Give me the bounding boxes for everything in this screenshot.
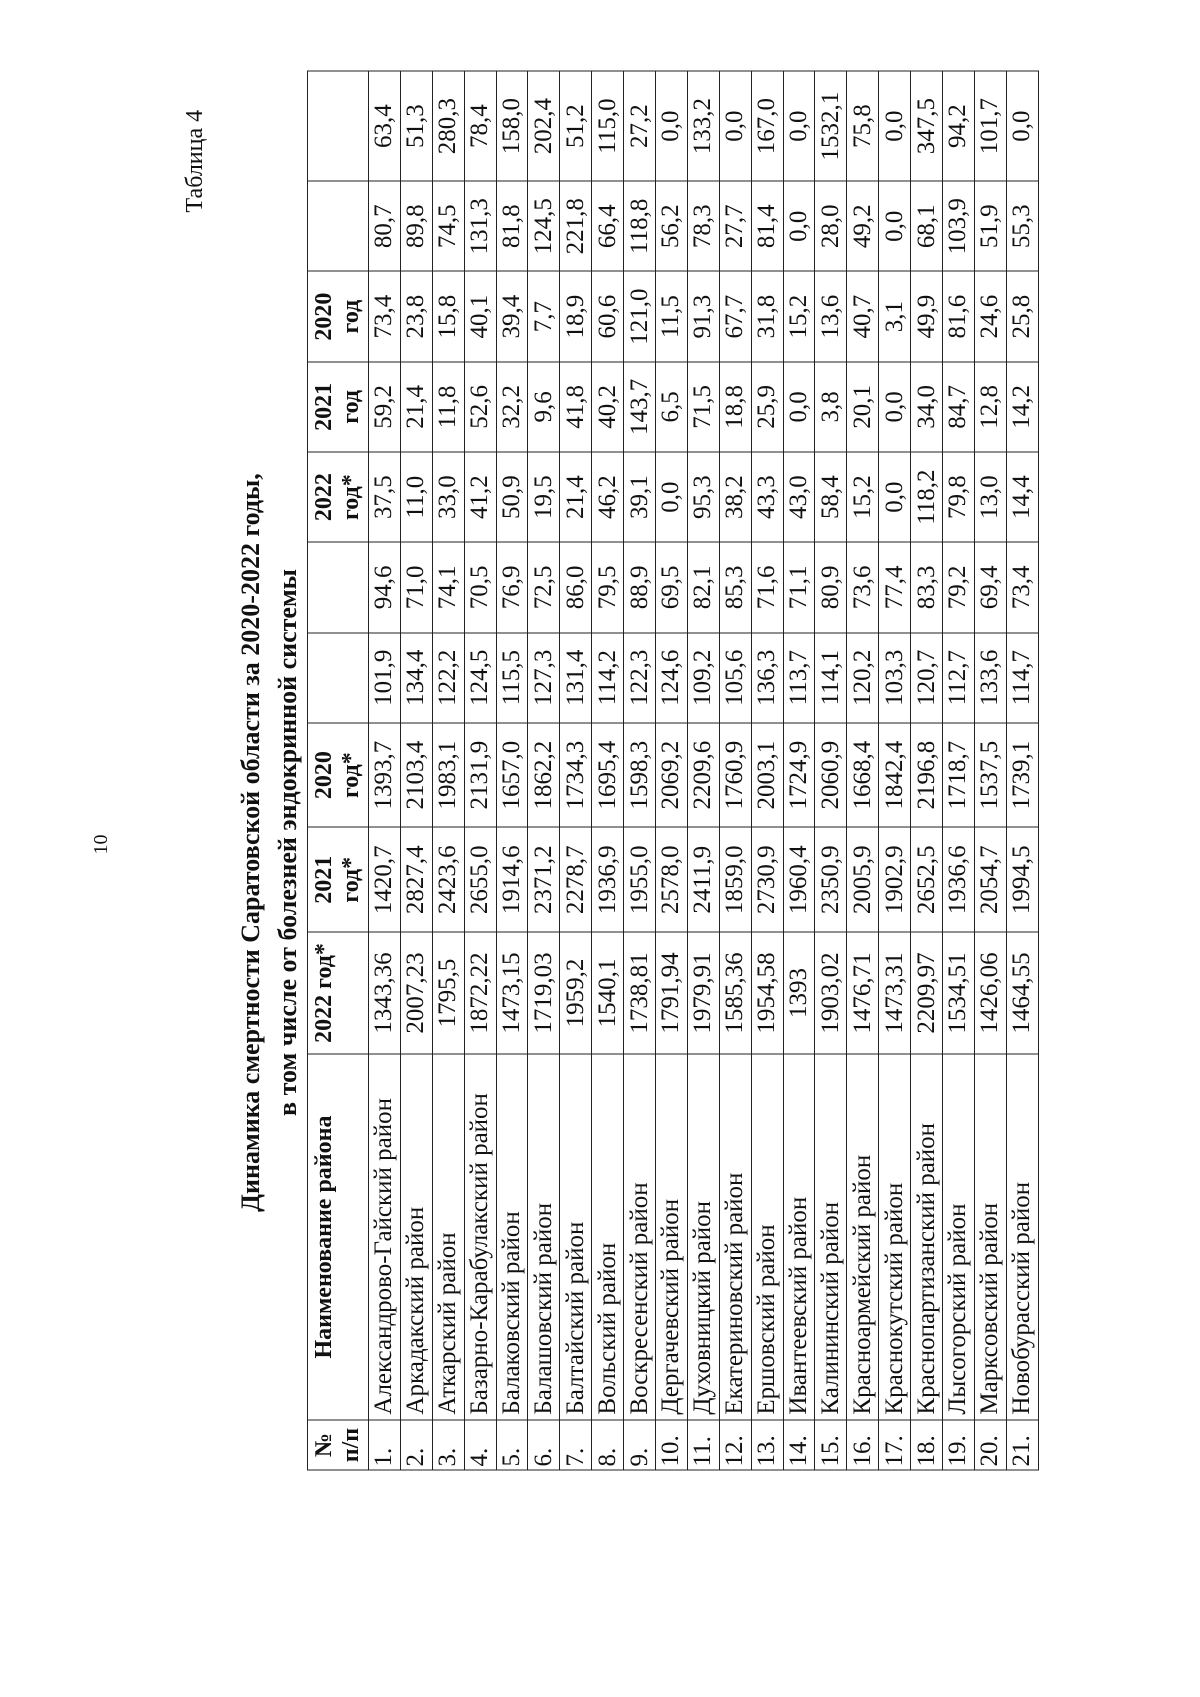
value-cell-col-7: 34,0 xyxy=(911,361,943,451)
value-cell-col-6: 79,8 xyxy=(943,451,975,541)
row-number: 5. xyxy=(496,1420,528,1470)
value-cell-col-2: 1902,9 xyxy=(879,827,911,932)
value-cell-col-3: 1393,7 xyxy=(369,722,401,827)
value-cell-col-6: 15,2 xyxy=(847,451,879,541)
row-number: 7. xyxy=(560,1420,592,1470)
value-cell-col-9: 74,5 xyxy=(432,181,464,271)
value-cell-col-3: 1657,0 xyxy=(496,722,528,827)
value-cell-col-3: 1760,9 xyxy=(719,722,751,827)
value-cell-col-8: 3,1 xyxy=(879,271,911,361)
district-name: Аркадакский район xyxy=(400,1053,432,1419)
value-cell-col-4: 103,3 xyxy=(879,632,911,722)
value-cell-col-7: 0,0 xyxy=(879,361,911,451)
value-cell-col-4: 124,5 xyxy=(464,632,496,722)
row-number: 17. xyxy=(879,1420,911,1470)
table-row xyxy=(464,71,496,1470)
value-cell-col-8: 40,7 xyxy=(847,271,879,361)
value-cell-col-9: 66,4 xyxy=(592,181,624,271)
table-row xyxy=(847,71,879,1470)
row-number: 13. xyxy=(751,1420,783,1470)
value-cell-col-7: 18,8 xyxy=(719,361,751,451)
value-cell-col-5: 77,4 xyxy=(879,542,911,632)
value-cell-col-6: 37,5 xyxy=(369,451,401,541)
value-cell-col-6: 41,2 xyxy=(464,451,496,541)
value-cell-col-3: 1718,7 xyxy=(943,722,975,827)
value-cell-col-8: 39,4 xyxy=(496,271,528,361)
value-cell-col-10: 78,4 xyxy=(464,71,496,181)
value-cell-col-10: 51,2 xyxy=(560,71,592,181)
header-col-5 xyxy=(308,542,369,632)
value-cell-col-9: 78,3 xyxy=(687,181,719,271)
header-col-8: 2020 год xyxy=(308,271,369,361)
header-col-1: 2022 год* xyxy=(308,932,369,1054)
value-cell-col-7: 84,7 xyxy=(943,361,975,451)
value-cell-col-6: 50,9 xyxy=(496,451,528,541)
row-number: 16. xyxy=(847,1420,879,1470)
district-name: Ершовский район xyxy=(751,1053,783,1419)
value-cell-col-10: 0,0 xyxy=(1006,71,1038,181)
value-cell-col-3: 1668,4 xyxy=(847,722,879,827)
value-cell-col-9: 49,2 xyxy=(847,181,879,271)
value-cell-col-7: 3,8 xyxy=(815,361,847,451)
header-no: № п/п xyxy=(308,1420,369,1470)
table-row xyxy=(528,71,560,1470)
value-cell-col-4: 133,6 xyxy=(974,632,1006,722)
value-cell-col-3: 2060,9 xyxy=(815,722,847,827)
header-col-10 xyxy=(308,71,369,181)
value-cell-col-9: 0,0 xyxy=(879,181,911,271)
value-cell-col-4: 112,7 xyxy=(943,632,975,722)
value-cell-col-4: 113,7 xyxy=(783,632,815,722)
table-row xyxy=(624,71,656,1470)
value-cell-col-1: 1534,51 xyxy=(943,932,975,1054)
row-number: 2. xyxy=(400,1420,432,1470)
value-cell-col-10: 101,7 xyxy=(974,71,1006,181)
table-body xyxy=(369,71,1039,1470)
value-cell-col-9: 103,9 xyxy=(943,181,975,271)
value-cell-col-5: 71,6 xyxy=(751,542,783,632)
value-cell-col-9: 89,8 xyxy=(400,181,432,271)
value-cell-col-6: 38,2 xyxy=(719,451,751,541)
value-cell-col-8: 15,2 xyxy=(783,271,815,361)
value-cell-col-4: 120,2 xyxy=(847,632,879,722)
value-cell-col-6: 43,3 xyxy=(751,451,783,541)
district-name: Балаковский район xyxy=(496,1053,528,1419)
value-cell-col-7: 32,2 xyxy=(496,361,528,451)
value-cell-col-2: 1420,7 xyxy=(369,827,401,932)
value-cell-col-4: 120,7 xyxy=(911,632,943,722)
value-cell-col-6: 43,0 xyxy=(783,451,815,541)
value-cell-col-8: 67,7 xyxy=(719,271,751,361)
value-cell-col-8: 7,7 xyxy=(528,271,560,361)
row-number: 20. xyxy=(974,1420,1006,1470)
value-cell-col-10: 0,0 xyxy=(879,71,911,181)
district-name: Александрово-Гайский район xyxy=(369,1053,401,1419)
value-cell-col-9: 28,0 xyxy=(815,181,847,271)
value-cell-col-4: 136,3 xyxy=(751,632,783,722)
district-name: Духовницкий район xyxy=(687,1053,719,1419)
row-number: 8. xyxy=(592,1420,624,1470)
value-cell-col-2: 2655,0 xyxy=(464,827,496,932)
district-name: Лысогорский район xyxy=(943,1053,975,1419)
table-row xyxy=(432,71,464,1470)
value-cell-col-1: 1585,36 xyxy=(719,932,751,1054)
district-name: Аткарский район xyxy=(432,1053,464,1419)
table-row xyxy=(751,71,783,1470)
value-cell-col-5: 79,2 xyxy=(943,542,975,632)
value-cell-col-8: 40,1 xyxy=(464,271,496,361)
value-cell-col-3: 1983,1 xyxy=(432,722,464,827)
value-cell-col-4: 105,6 xyxy=(719,632,751,722)
value-cell-col-2: 2411,9 xyxy=(687,827,719,932)
value-cell-col-7: 11,8 xyxy=(432,361,464,451)
title-line-2: в том числе от болезней эндокринной системы xyxy=(273,568,302,1116)
value-cell-col-10: 63,4 xyxy=(369,71,401,181)
value-cell-col-6: 0,0 xyxy=(656,451,688,541)
mortality-table xyxy=(307,70,1039,1470)
table-row xyxy=(974,71,1006,1470)
value-cell-col-9: 81,4 xyxy=(751,181,783,271)
value-cell-col-5: 82,1 xyxy=(687,542,719,632)
row-number: 3. xyxy=(432,1420,464,1470)
value-cell-col-7: 71,5 xyxy=(687,361,719,451)
value-cell-col-6: 95,3 xyxy=(687,451,719,541)
value-cell-col-2: 1914,6 xyxy=(496,827,528,932)
value-cell-col-9: 131,3 xyxy=(464,181,496,271)
row-number: 21. xyxy=(1006,1420,1038,1470)
title-line-1: Динамика смертности Саратовской области за 2020-2022 годы, xyxy=(236,472,265,1212)
value-cell-col-6: 19,5 xyxy=(528,451,560,541)
district-name: Балтайский район xyxy=(560,1053,592,1419)
value-cell-col-4: 114,2 xyxy=(592,632,624,722)
value-cell-col-7: 6,5 xyxy=(656,361,688,451)
value-cell-col-4: 131,4 xyxy=(560,632,592,722)
value-cell-col-5: 74,1 xyxy=(432,542,464,632)
value-cell-col-5: 80,9 xyxy=(815,542,847,632)
value-cell-col-10: 51,3 xyxy=(400,71,432,181)
row-number: 12. xyxy=(719,1420,751,1470)
district-name: Марксовский район xyxy=(974,1053,1006,1419)
value-cell-col-4: 122,2 xyxy=(432,632,464,722)
value-cell-col-8: 49,9 xyxy=(911,271,943,361)
value-cell-col-10: 115,0 xyxy=(592,71,624,181)
row-number: 18. xyxy=(911,1420,943,1470)
header-col-7: 2021 год xyxy=(308,361,369,451)
value-cell-col-1: 1719,03 xyxy=(528,932,560,1054)
page-number: 10 xyxy=(90,834,112,854)
value-cell-col-6: 39,1 xyxy=(624,451,656,541)
table-row xyxy=(656,71,688,1470)
value-cell-col-3: 2103,4 xyxy=(400,722,432,827)
value-cell-col-5: 88,9 xyxy=(624,542,656,632)
value-cell-col-9: 68,1 xyxy=(911,181,943,271)
value-cell-col-7: 14,2 xyxy=(1006,361,1038,451)
table-row xyxy=(400,71,432,1470)
value-cell-col-4: 122,3 xyxy=(624,632,656,722)
value-cell-col-9: 221,8 xyxy=(560,181,592,271)
district-name: Краснокутский район xyxy=(879,1053,911,1419)
value-cell-col-2: 2730,9 xyxy=(751,827,783,932)
value-cell-col-10: 167,0 xyxy=(751,71,783,181)
value-cell-col-1: 1738,81 xyxy=(624,932,656,1054)
value-cell-col-5: 70,5 xyxy=(464,542,496,632)
value-cell-col-1: 1540,1 xyxy=(592,932,624,1054)
value-cell-col-8: 31,8 xyxy=(751,271,783,361)
value-cell-col-2: 1955,0 xyxy=(624,827,656,932)
value-cell-col-1: 1343,36 xyxy=(369,932,401,1054)
row-number: 9. xyxy=(624,1420,656,1470)
value-cell-col-8: 91,3 xyxy=(687,271,719,361)
value-cell-col-6: 21,4 xyxy=(560,451,592,541)
table-row xyxy=(911,71,943,1470)
value-cell-col-7: 12,8 xyxy=(974,361,1006,451)
value-cell-col-6: 13,0 xyxy=(974,451,1006,541)
value-cell-col-10: 94,2 xyxy=(943,71,975,181)
table-row xyxy=(592,71,624,1470)
table-row xyxy=(560,71,592,1470)
header-col-3: 2020 год* xyxy=(308,722,369,827)
value-cell-col-3: 2069,2 xyxy=(656,722,688,827)
value-cell-col-10: 75,8 xyxy=(847,71,879,181)
district-name: Дергачевский район xyxy=(656,1053,688,1419)
row-number: 15. xyxy=(815,1420,847,1470)
value-cell-col-2: 1936,9 xyxy=(592,827,624,932)
value-cell-col-3: 1724,9 xyxy=(783,722,815,827)
row-number: 10. xyxy=(656,1420,688,1470)
value-cell-col-9: 56,2 xyxy=(656,181,688,271)
value-cell-col-6: 0,0 xyxy=(879,451,911,541)
header-district-name: Наименование района xyxy=(308,1053,369,1419)
value-cell-col-9: 80,7 xyxy=(369,181,401,271)
value-cell-col-5: 72,5 xyxy=(528,542,560,632)
value-cell-col-2: 1859,0 xyxy=(719,827,751,932)
value-cell-col-9: 0,0 xyxy=(783,181,815,271)
value-cell-col-8: 121,0 xyxy=(624,271,656,361)
value-cell-col-5: 71,1 xyxy=(783,542,815,632)
value-cell-col-5: 71,0 xyxy=(400,542,432,632)
value-cell-col-5: 79,5 xyxy=(592,542,624,632)
value-cell-col-3: 1862,2 xyxy=(528,722,560,827)
value-cell-col-7: 52,6 xyxy=(464,361,496,451)
table-row xyxy=(783,71,815,1470)
value-cell-col-1: 1872,22 xyxy=(464,932,496,1054)
table-row xyxy=(943,71,975,1470)
value-cell-col-7: 25,9 xyxy=(751,361,783,451)
table-label: Таблица 4 xyxy=(182,109,208,212)
table-row xyxy=(369,71,401,1470)
district-name: Базарно-Карабулакский район xyxy=(464,1053,496,1419)
value-cell-col-9: 55,3 xyxy=(1006,181,1038,271)
value-cell-col-6: 118,2 xyxy=(911,451,943,541)
table-row xyxy=(687,71,719,1470)
value-cell-col-7: 0,0 xyxy=(783,361,815,451)
value-cell-col-2: 2054,7 xyxy=(974,827,1006,932)
value-cell-col-10: 0,0 xyxy=(783,71,815,181)
value-cell-col-5: 69,4 xyxy=(974,542,1006,632)
value-cell-col-3: 2196,8 xyxy=(911,722,943,827)
value-cell-col-7: 21,4 xyxy=(400,361,432,451)
value-cell-col-3: 2131,9 xyxy=(464,722,496,827)
district-name: Вольский район xyxy=(592,1053,624,1419)
value-cell-col-1: 1393 xyxy=(783,932,815,1054)
value-cell-col-10: 347,5 xyxy=(911,71,943,181)
value-cell-col-10: 133,2 xyxy=(687,71,719,181)
value-cell-col-8: 18,9 xyxy=(560,271,592,361)
value-cell-col-1: 1476,71 xyxy=(847,932,879,1054)
value-cell-col-2: 2350,9 xyxy=(815,827,847,932)
value-cell-col-5: 86,0 xyxy=(560,542,592,632)
value-cell-col-1: 1464,55 xyxy=(1006,932,1038,1054)
value-cell-col-8: 81,6 xyxy=(943,271,975,361)
value-cell-col-4: 134,4 xyxy=(400,632,432,722)
value-cell-col-8: 73,4 xyxy=(369,271,401,361)
value-cell-col-4: 114,7 xyxy=(1006,632,1038,722)
value-cell-col-3: 2003,1 xyxy=(751,722,783,827)
value-cell-col-1: 1473,15 xyxy=(496,932,528,1054)
value-cell-col-4: 109,2 xyxy=(687,632,719,722)
value-cell-col-9: 118,8 xyxy=(624,181,656,271)
value-cell-col-6: 46,2 xyxy=(592,451,624,541)
value-cell-col-9: 124,5 xyxy=(528,181,560,271)
table-header-row xyxy=(308,71,369,1470)
value-cell-col-10: 202,4 xyxy=(528,71,560,181)
value-cell-col-1: 1426,06 xyxy=(974,932,1006,1054)
district-name: Ивантеевский район xyxy=(783,1053,815,1419)
value-cell-col-7: 41,8 xyxy=(560,361,592,451)
value-cell-col-2: 2371,2 xyxy=(528,827,560,932)
value-cell-col-7: 20,1 xyxy=(847,361,879,451)
row-number: 19. xyxy=(943,1420,975,1470)
value-cell-col-4: 124,6 xyxy=(656,632,688,722)
value-cell-col-2: 2827,4 xyxy=(400,827,432,932)
value-cell-col-9: 51,9 xyxy=(974,181,1006,271)
value-cell-col-1: 2007,23 xyxy=(400,932,432,1054)
district-name: Калининский район xyxy=(815,1053,847,1419)
district-name: Краснопартизанский район xyxy=(911,1053,943,1419)
document-title xyxy=(232,192,306,1492)
value-cell-col-10: 27,2 xyxy=(624,71,656,181)
value-cell-col-2: 2652,5 xyxy=(911,827,943,932)
value-cell-col-5: 73,4 xyxy=(1006,542,1038,632)
district-name: Екатериновский район xyxy=(719,1053,751,1419)
value-cell-col-8: 23,8 xyxy=(400,271,432,361)
value-cell-col-8: 13,6 xyxy=(815,271,847,361)
value-cell-col-3: 1598,3 xyxy=(624,722,656,827)
value-cell-col-9: 81,8 xyxy=(496,181,528,271)
value-cell-col-2: 1960,4 xyxy=(783,827,815,932)
value-cell-col-1: 2209,97 xyxy=(911,932,943,1054)
value-cell-col-10: 0,0 xyxy=(719,71,751,181)
value-cell-col-9: 27,7 xyxy=(719,181,751,271)
value-cell-col-2: 2005,9 xyxy=(847,827,879,932)
district-name: Новобурасский район xyxy=(1006,1053,1038,1419)
row-number: 6. xyxy=(528,1420,560,1470)
row-number: 4. xyxy=(464,1420,496,1470)
header-col-2: 2021 год* xyxy=(308,827,369,932)
table-row xyxy=(1006,71,1038,1470)
value-cell-col-10: 280,3 xyxy=(432,71,464,181)
value-cell-col-2: 2278,7 xyxy=(560,827,592,932)
header-col-4 xyxy=(308,632,369,722)
value-cell-col-3: 1842,4 xyxy=(879,722,911,827)
district-name: Воскресенский район xyxy=(624,1053,656,1419)
row-number: 14. xyxy=(783,1420,815,1470)
value-cell-col-3: 2209,6 xyxy=(687,722,719,827)
value-cell-col-8: 60,6 xyxy=(592,271,624,361)
value-cell-col-4: 127,3 xyxy=(528,632,560,722)
value-cell-col-7: 59,2 xyxy=(369,361,401,451)
value-cell-col-7: 143,7 xyxy=(624,361,656,451)
value-cell-col-4: 115,5 xyxy=(496,632,528,722)
value-cell-col-10: 1532,1 xyxy=(815,71,847,181)
value-cell-col-5: 73,6 xyxy=(847,542,879,632)
table-row xyxy=(496,71,528,1470)
district-name: Красноармейский район xyxy=(847,1053,879,1419)
value-cell-col-6: 11,0 xyxy=(400,451,432,541)
value-cell-col-10: 0,0 xyxy=(656,71,688,181)
value-cell-col-2: 2423,6 xyxy=(432,827,464,932)
value-cell-col-5: 69,5 xyxy=(656,542,688,632)
table-row xyxy=(815,71,847,1470)
value-cell-col-4: 101,9 xyxy=(369,632,401,722)
value-cell-col-6: 33,0 xyxy=(432,451,464,541)
value-cell-col-1: 1959,2 xyxy=(560,932,592,1054)
value-cell-col-8: 15,8 xyxy=(432,271,464,361)
district-name: Балашовский район xyxy=(528,1053,560,1419)
value-cell-col-6: 58,4 xyxy=(815,451,847,541)
header-col-6: 2022 год* xyxy=(308,451,369,541)
value-cell-col-1: 1473,31 xyxy=(879,932,911,1054)
value-cell-col-1: 1903,02 xyxy=(815,932,847,1054)
value-cell-col-8: 25,8 xyxy=(1006,271,1038,361)
value-cell-col-3: 1734,3 xyxy=(560,722,592,827)
value-cell-col-2: 1936,6 xyxy=(943,827,975,932)
value-cell-col-1: 1795,5 xyxy=(432,932,464,1054)
value-cell-col-5: 83,3 xyxy=(911,542,943,632)
value-cell-col-1: 1954,58 xyxy=(751,932,783,1054)
row-number: 11. xyxy=(687,1420,719,1470)
value-cell-col-8: 11,5 xyxy=(656,271,688,361)
value-cell-col-2: 1994,5 xyxy=(1006,827,1038,932)
value-cell-col-5: 94,6 xyxy=(369,542,401,632)
table-row xyxy=(879,71,911,1470)
value-cell-col-3: 1537,5 xyxy=(974,722,1006,827)
value-cell-col-1: 1979,91 xyxy=(687,932,719,1054)
row-number: 1. xyxy=(369,1420,401,1470)
value-cell-col-10: 158,0 xyxy=(496,71,528,181)
value-cell-col-1: 1791,94 xyxy=(656,932,688,1054)
value-cell-col-3: 1695,4 xyxy=(592,722,624,827)
value-cell-col-7: 40,2 xyxy=(592,361,624,451)
value-cell-col-2: 2578,0 xyxy=(656,827,688,932)
value-cell-col-6: 14,4 xyxy=(1006,451,1038,541)
value-cell-col-5: 76,9 xyxy=(496,542,528,632)
value-cell-col-8: 24,6 xyxy=(974,271,1006,361)
value-cell-col-7: 9,6 xyxy=(528,361,560,451)
table-row xyxy=(719,71,751,1470)
value-cell-col-3: 1739,1 xyxy=(1006,722,1038,827)
value-cell-col-5: 85,3 xyxy=(719,542,751,632)
value-cell-col-4: 114,1 xyxy=(815,632,847,722)
header-col-9 xyxy=(308,181,369,271)
